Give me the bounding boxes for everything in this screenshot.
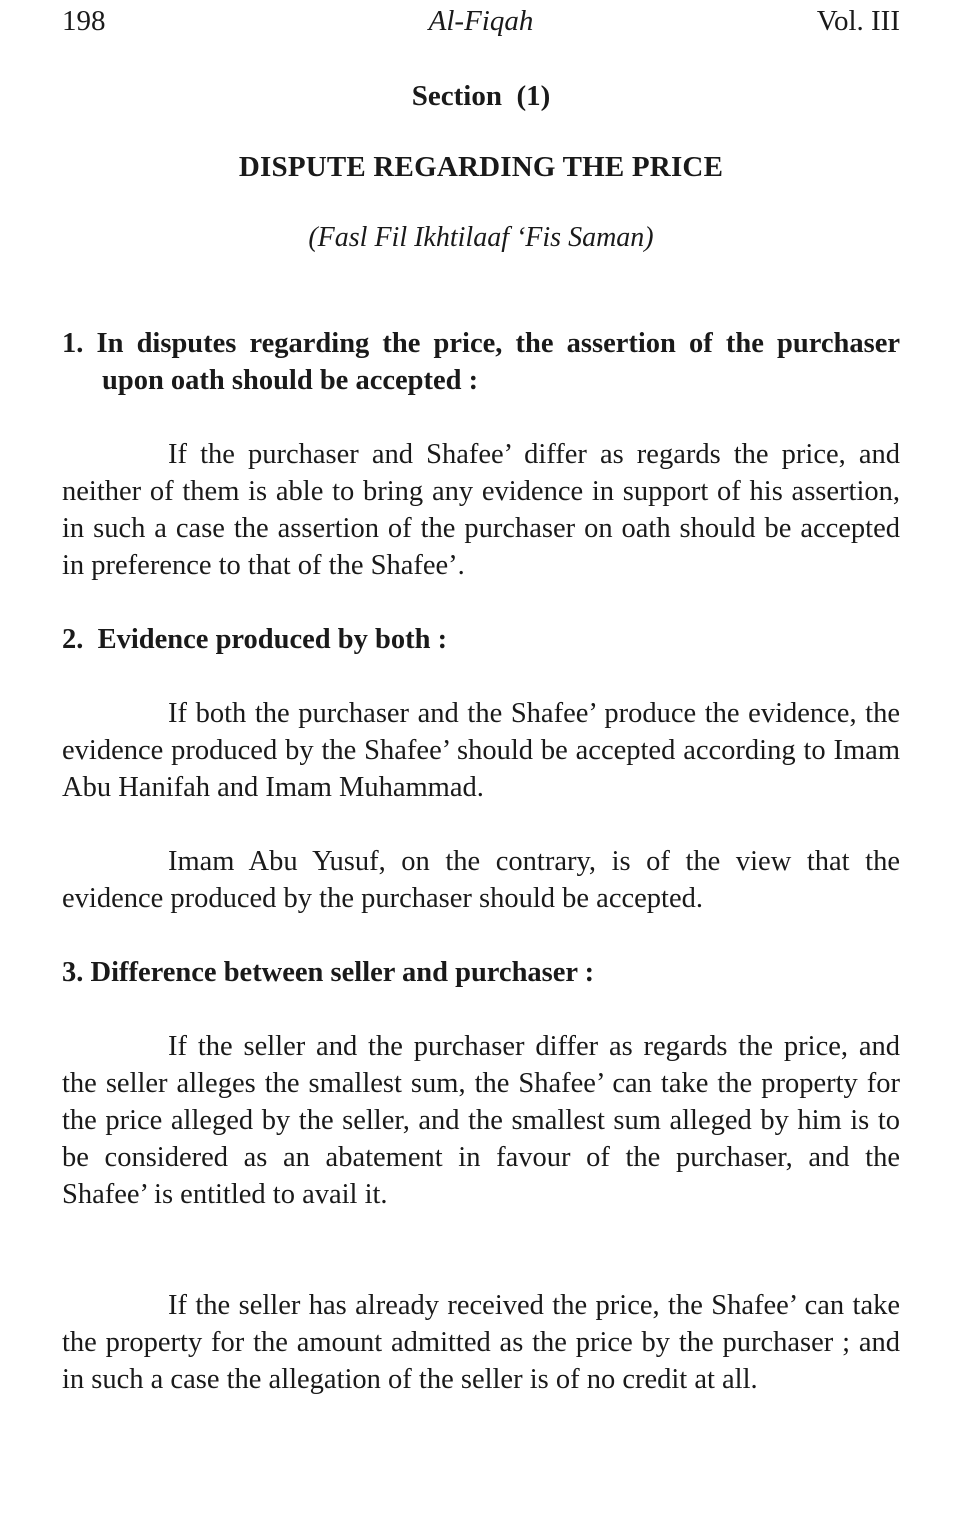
chapter-title: DISPUTE REGARDING THE PRICE — [238, 151, 724, 183]
running-header — [62, 0, 900, 40]
volume-label: Vol. III — [816, 5, 900, 37]
section-label: Section (1) — [411, 80, 551, 112]
rule-2-paragraph-2: Imam Abu Yusuf, on the contrary, is of the view that the evidence produced by the purchaser should be accepted. — [62, 846, 900, 914]
page-number: 198 — [62, 5, 106, 37]
rule-3-paragraph-1: If the seller and the purchaser differ as regards the price, and the seller alleges the smallest sum, the Shafee’ can take the property for the price alleged by the seller, and the smallest sum alleged by him is to be considered as an abatement in favour of the purchaser, and the Shafee’ is entitled to avail it. — [62, 1031, 900, 1210]
rule-3-paragraph-2: If the seller has already received the price, the Shafee’ can take the property for the amount admitted as the price by the purchaser ; and in such a case the allegation of the seller is of no credit at all. — [62, 1290, 900, 1395]
rule-heading-1: 1. In disputes regarding the price, the assertion of the purchaser upon oath should be accepted : — [62, 328, 900, 396]
rule-2-paragraph-1: If both the purchaser and the Shafee’ produce the evidence, the evidence produced by the Shafee’ should be accepted according to Imam Abu Hanifah and Imam Muhammad. — [62, 698, 900, 803]
rule-heading-2: 2. Evidence produced by both : — [62, 624, 448, 655]
book-title: Al-Fiqah — [428, 5, 534, 37]
rule-1-paragraph-1: If the purchaser and Shafee’ differ as regards the price, and neither of them is able to bring any evidence in support of his assertion, in such a case the assertion of the purchaser on oath should be accepted in preference to that of the Shafee’. — [62, 439, 900, 581]
book-page — [62, 0, 900, 1398]
chapter-subtitle: (Fasl Fil Ikhtilaaf ‘Fis Saman) — [308, 222, 654, 253]
rule-heading-3: 3. Difference between seller and purchaser : — [62, 957, 595, 988]
